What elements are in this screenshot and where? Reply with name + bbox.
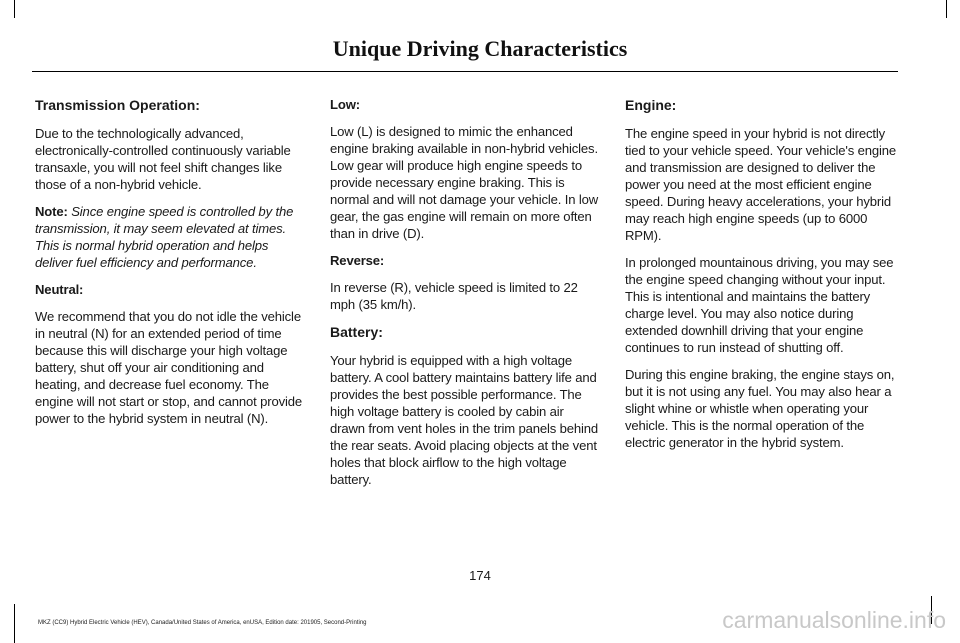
- column-2: [330, 96, 602, 498]
- column-1: [35, 96, 307, 437]
- paragraph-engine-1: The engine speed in your hybrid is not directly tied to your vehicle speed. Your vehicle's engine and transmission are designed to deliver the power you need at the most efficient engine speed. During heavy accelerations, your hybrid may reach high engine speeds (up to 6000 RPM).: [625, 126, 897, 243]
- paragraph-transmission: Due to the technologically advanced, electronically-controlled continuously variable transaxle, you will not feel shift changes like those of a non-hybrid vehicle.: [35, 126, 291, 192]
- paragraph-engine-2: In prolonged mountainous driving, you may see the engine speed changing without your input. This is intentional and maintains the battery charge level. You may also notice during extended downhill driving that your engine continues to run instead of shutting off.: [625, 255, 894, 355]
- subheading-reverse: Reverse:: [330, 253, 385, 268]
- paragraph-low: Low (L) is designed to mimic the enhanced engine braking available in non-hybrid vehicles. Low gear will produce high engine speeds to provide necessary engine braking. This is normal and will not damage your vehicle. In low gear, the gas engine will remain on more often than in drive (D).: [330, 124, 599, 241]
- paragraph-engine-3: During this engine braking, the engine stays on, but it is not using any fuel. You may also hear a slight whine or whistle when operating your vehicle. This is the normal operation of the electric generator in the hybrid system.: [625, 367, 895, 450]
- heading-battery: Battery:: [330, 324, 383, 340]
- paragraph-battery: Your hybrid is equipped with a high voltage battery. A cool battery maintains battery life and provides the best possible performance. The high voltage battery is cooled by cabin air drawn from vent holes in the trim panels behind the rear seats. Avoid placing objects at the vent holes that block airflow to the high voltage battery.: [330, 353, 599, 487]
- heading-transmission-operation: Transmission Operation:: [35, 97, 200, 113]
- paragraph-reverse: In reverse (R), vehicle speed is limited to 22 mph (35 km/h).: [330, 280, 578, 312]
- subheading-low: Low:: [330, 97, 360, 112]
- subheading-neutral: Neutral:: [35, 282, 84, 297]
- paragraph-neutral: We recommend that you do not idle the vehicle in neutral (N) for an extended period of time because this will discharge your high voltage battery, shut off your air conditioning and heating, and decrease fuel economy. The engine will not start or stop, and cannot provide power to the hybrid system in neutral (N).: [35, 309, 303, 426]
- heading-engine: Engine:: [625, 97, 677, 113]
- footer-edition-text: MKZ (CC9) Hybrid Electric Vehicle (HEV), Canada/United States of America, enUSA, Edition date: 201905, Second-Printing: [38, 620, 367, 626]
- page-title: Unique Driving Characteristics: [332, 36, 628, 61]
- crop-mark-bottom-left-v: [14, 604, 15, 643]
- page-number: 174: [469, 568, 491, 583]
- column-3: [625, 96, 897, 461]
- crop-mark-top-right-v: [946, 0, 947, 18]
- note-paragraph: [35, 203, 307, 271]
- watermark-text: carmanualsonline.info: [722, 607, 946, 633]
- note-label: Note:: [35, 204, 68, 219]
- crop-mark-top-left-v: [14, 0, 15, 18]
- note-text: Since engine speed is controlled by the transmission, it may seem elevated at times. This is normal hybrid operation and helps deliver fuel efficiency and performance.: [35, 204, 294, 270]
- header-rule: [32, 71, 898, 72]
